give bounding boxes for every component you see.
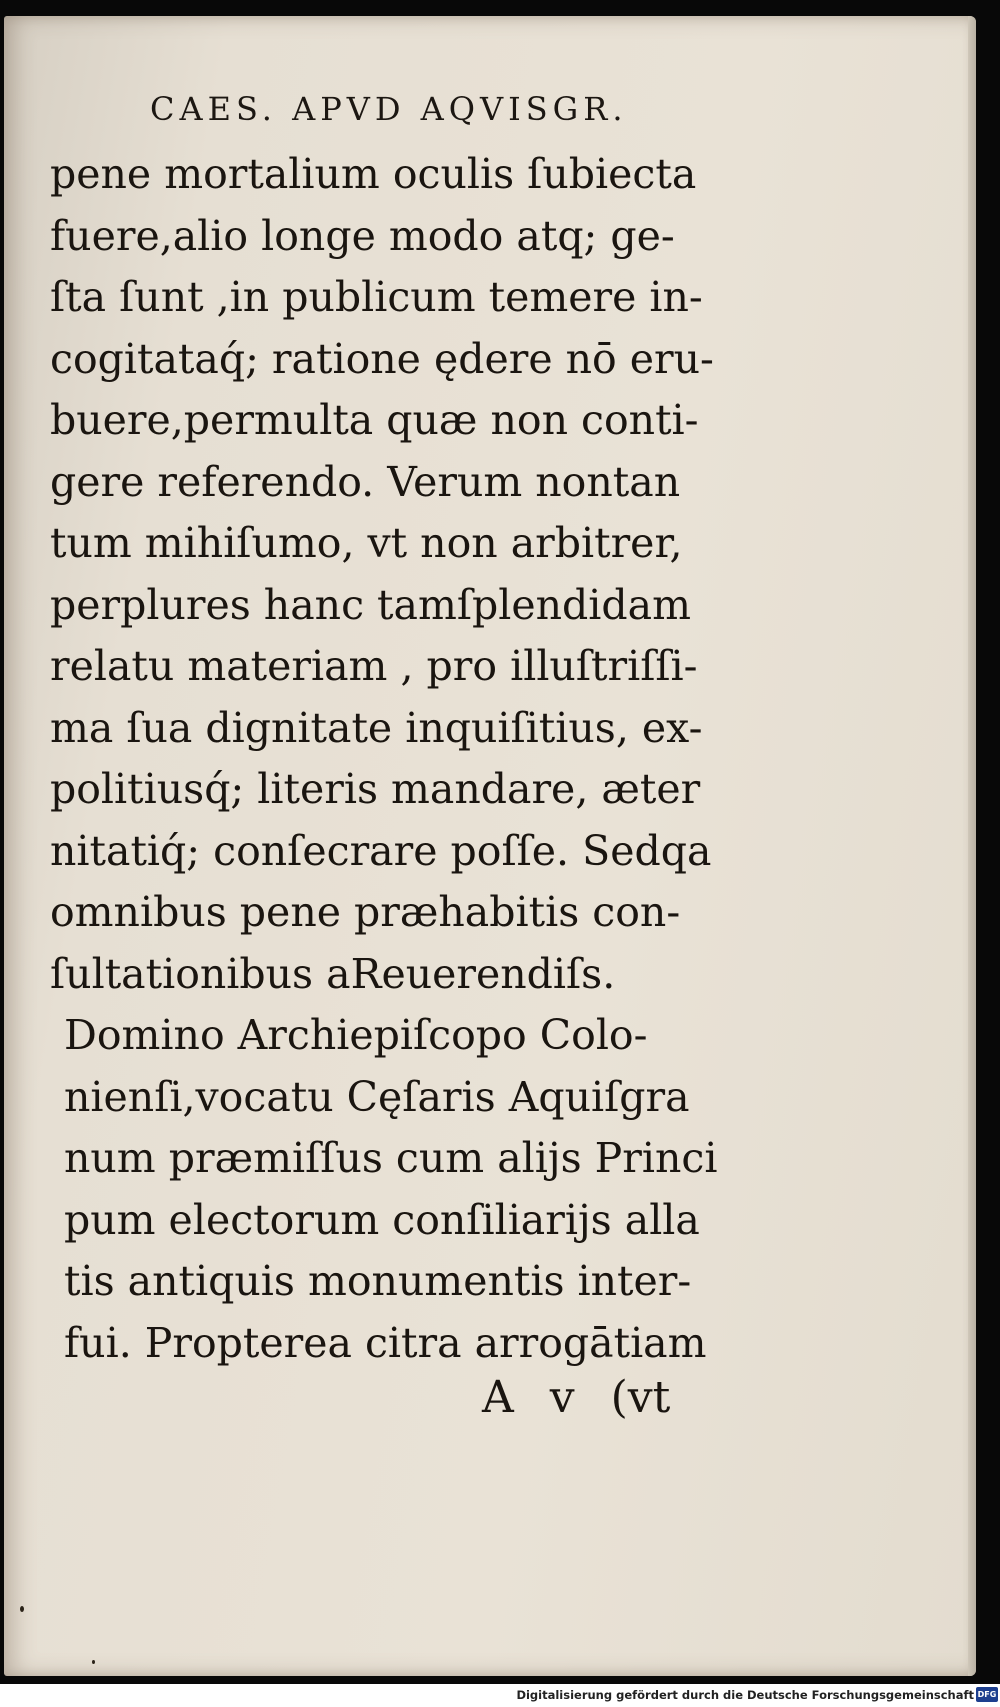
signature-mark (482, 1372, 670, 1423)
text-line: pum electorum conſiliarijs alla (64, 1195, 700, 1244)
dfg-logo-icon: DFG (976, 1687, 998, 1702)
text-line: relatu materiam , pro illuſtriſſi- (50, 642, 698, 690)
text-line: gere referendo. Verum nontan (50, 457, 681, 506)
text-line: tis antiquis monumentis inter- (64, 1257, 692, 1305)
funding-credit: Digitalisierung gefördert durch die Deutsche Forschungsgemeinschaft (516, 1688, 974, 1702)
running-head: CAES. APVD AQVISGR. (150, 90, 628, 128)
text-line: politiusq́; literis mandare, æter (50, 765, 701, 813)
body-text (50, 144, 770, 1374)
signature-letters: A v (482, 1372, 575, 1423)
text-line: nienſi,vocatu Cęſaris Aquiſgra (64, 1072, 690, 1121)
text-line: nitatiq́; conſecrare poſſe. Sedqa (50, 826, 712, 875)
text-line: perplures hanc tamſplendidam (50, 580, 691, 629)
text-line: fuere,alio longe modo atq; ge- (50, 211, 675, 260)
text-line: num præmiſſus cum alijs Princi (64, 1134, 718, 1182)
text-line: ma ſua dignitate inquiſitius, ex- (50, 703, 703, 752)
ink-speck (92, 1660, 95, 1664)
text-line: omnibus pene præhabitis con- (50, 888, 681, 936)
page-edge (968, 16, 976, 1676)
text-line: pene mortalium oculis ſubiecta (50, 150, 697, 198)
text-line: ſta ſunt ,in publicum temere in- (50, 273, 703, 321)
text-line: cogitataq́; ratione ędere nō eru- (50, 334, 714, 383)
text-line: Domino Archiepiſcopo Colo- (64, 1011, 648, 1059)
text-line: fui. Propterea citra arrogātiam (64, 1318, 707, 1367)
book-page (4, 16, 976, 1676)
ink-speck (20, 1606, 24, 1612)
footer-bar (0, 1684, 1000, 1707)
text-line: tum mihiſumo, vt non arbitrer, (50, 519, 683, 567)
text-line: buere,permulta quæ non conti- (50, 396, 699, 444)
text-line: ſultationibus aReuerendiſs. (50, 949, 616, 998)
catchword: (vt (610, 1372, 671, 1423)
